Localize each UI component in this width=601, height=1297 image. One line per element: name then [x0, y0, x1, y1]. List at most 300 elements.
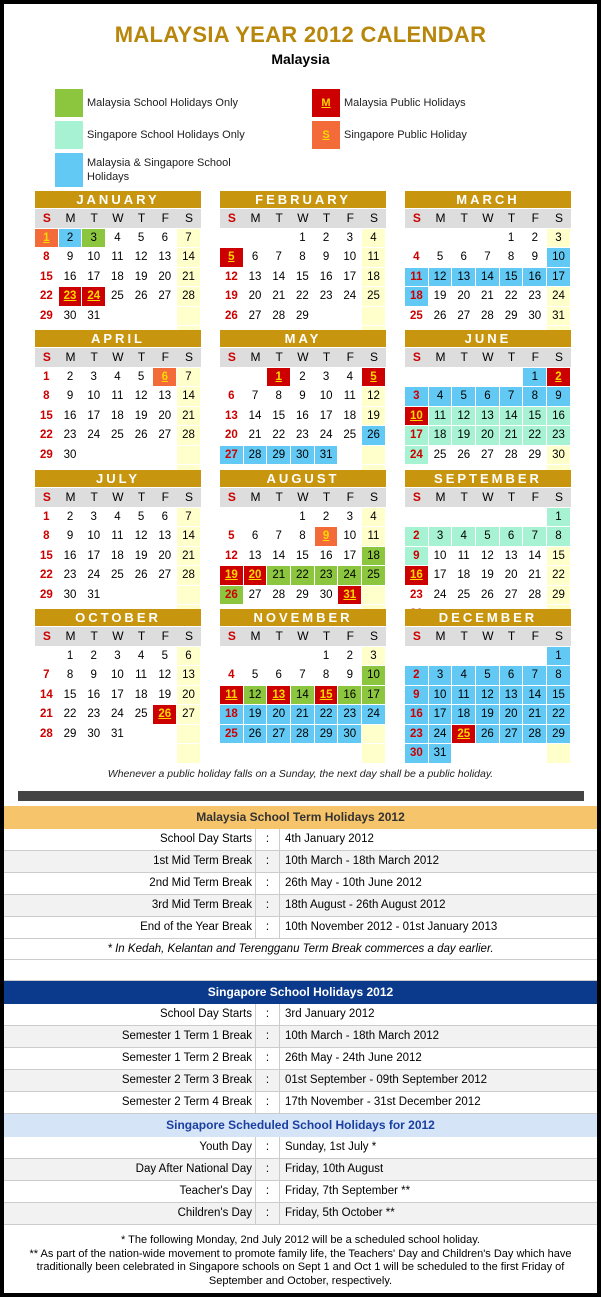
weekday-header: F [153, 488, 177, 507]
weekday-header: T [130, 627, 154, 646]
day-cell: 22 [39, 429, 53, 442]
day-cell: 18 [111, 270, 124, 283]
day-cell: 9 [322, 251, 330, 264]
weekday-header: T [267, 348, 291, 367]
day-cell: 9 [299, 390, 306, 403]
weekday-header: F [523, 488, 547, 507]
row-separator: : [256, 829, 280, 850]
weekday-header: S [547, 348, 571, 367]
day-cell: 12 [224, 549, 238, 562]
weekday-header: T [452, 627, 476, 646]
weekday-header: S [362, 488, 386, 507]
day-cell: 25 [134, 708, 148, 721]
weekday-header: T [267, 488, 291, 507]
row-separator: : [256, 1203, 280, 1224]
day-cell: 23 [296, 429, 309, 442]
weekday-header: W [106, 348, 130, 367]
row-separator: : [256, 1092, 280, 1113]
empty-cell [82, 744, 105, 763]
day-cell: 1 [547, 647, 570, 666]
table-row [4, 1159, 597, 1181]
day-cell: 10 [547, 248, 570, 267]
day-cell: 17 [111, 688, 124, 701]
day-cell: 26 [134, 569, 148, 582]
day-cell: 7 [43, 669, 50, 682]
day-cell: 1 [299, 510, 306, 523]
day-cell: 2 [405, 666, 428, 685]
day-cell: 6 [161, 231, 168, 244]
day-grid [405, 347, 571, 484]
day-cell: 20 [500, 705, 523, 724]
weekday-header: T [315, 627, 339, 646]
day-cell: 16 [547, 407, 570, 426]
day-cell: 6 [460, 251, 467, 264]
weekday-header: W [476, 209, 500, 228]
empty-cell [405, 508, 428, 527]
empty-cell [153, 725, 176, 744]
weekday-header: W [291, 209, 315, 228]
day-cell: 7 [523, 527, 546, 546]
day-cell: 5 [137, 231, 145, 244]
table-spacer [4, 960, 597, 981]
weekday-header: T [452, 348, 476, 367]
day-cell: 23 [315, 566, 338, 585]
empty-cell [153, 744, 176, 763]
day-cell: 2 [59, 229, 82, 248]
day-cell: 14 [177, 527, 200, 546]
day-cell: 24 [433, 588, 447, 601]
day-cell: 19 [134, 409, 148, 422]
day-cell: 24 [405, 446, 428, 465]
empty-cell [315, 744, 338, 763]
weekday-header: S [547, 627, 571, 646]
empty-cell [338, 446, 361, 465]
day-cell: 11 [362, 248, 385, 267]
empty-cell [523, 508, 546, 527]
month-name: NOVEMBER [220, 609, 386, 626]
empty-cell [130, 725, 153, 744]
calendar-page [4, 4, 597, 1293]
day-cell: 9 [315, 527, 338, 546]
day-cell: 6 [251, 530, 259, 543]
legend-label: Malaysia Public Holidays [344, 97, 466, 109]
day-cell: 1 [35, 229, 58, 248]
empty-cell [429, 229, 452, 248]
legend-label: Singapore School Holidays Only [87, 129, 245, 141]
day-cell: 12 [134, 251, 148, 264]
table-row [4, 1181, 597, 1203]
day-cell: 14 [523, 686, 546, 705]
day-cell: 19 [452, 426, 475, 445]
row-separator: : [256, 1048, 280, 1069]
weekday-header: T [267, 209, 291, 228]
day-cell: 28 [177, 287, 200, 306]
day-cell: 30 [547, 446, 570, 465]
day-cell: 7 [177, 368, 200, 387]
month-august [220, 470, 386, 624]
empty-cell [177, 744, 200, 763]
day-cell: 15 [547, 547, 570, 566]
row-separator: : [256, 1026, 280, 1047]
empty-cell [500, 368, 523, 387]
day-cell: 26 [244, 725, 267, 744]
day-cell: 4 [413, 251, 420, 264]
day-cell: 19 [134, 549, 148, 562]
day-cell: 30 [63, 309, 77, 322]
day-cell: 10 [433, 549, 447, 562]
month-march [405, 191, 571, 345]
day-cell: 18 [220, 705, 243, 724]
row-value: 26th May - 10th June 2012 [285, 877, 422, 889]
day-cell: 28 [244, 446, 267, 465]
empty-cell [244, 229, 267, 248]
weekday-header: W [291, 488, 315, 507]
month-september [405, 470, 571, 624]
day-cell: 22 [63, 708, 77, 721]
day-grid [405, 626, 571, 763]
weekday-header: T [82, 209, 106, 228]
day-cell: 11 [220, 686, 243, 705]
weekday-header: W [106, 488, 130, 507]
day-cell: 3 [114, 649, 121, 662]
day-cell: 26 [476, 725, 499, 744]
day-cell: 24 [343, 290, 357, 303]
empty-cell [476, 368, 499, 387]
month-name: FEBRUARY [220, 191, 386, 208]
day-cell: 10 [87, 530, 101, 543]
day-cell: 3 [547, 229, 570, 248]
day-cell: 30 [319, 588, 333, 601]
day-cell: 21 [291, 705, 314, 724]
empty-cell [244, 368, 267, 387]
month-april [35, 330, 201, 484]
row-value: Friday, 7th September ** [285, 1185, 411, 1197]
day-cell: 3 [362, 647, 385, 666]
day-cell: 25 [220, 725, 243, 744]
day-grid [220, 208, 386, 345]
day-cell: 11 [343, 390, 356, 403]
day-cell: 12 [244, 686, 267, 705]
day-cell: 18 [111, 549, 124, 562]
day-cell: 20 [457, 290, 471, 303]
day-cell: 16 [63, 549, 77, 562]
day-cell: 8 [547, 666, 570, 685]
table-row [4, 1004, 597, 1026]
month-november [220, 609, 386, 763]
day-cell: 1 [43, 370, 50, 383]
weekday-header: S [35, 627, 59, 646]
day-cell: 30 [87, 727, 101, 740]
day-cell: 13 [177, 666, 200, 685]
table-row [4, 1048, 597, 1070]
day-cell: 18 [405, 287, 428, 306]
row-separator: : [256, 1004, 280, 1025]
day-cell: 8 [299, 530, 306, 543]
month-name: SEPTEMBER [405, 470, 571, 487]
row-label: Semester 2 Term 3 Break [4, 1070, 256, 1091]
day-cell: 27 [457, 309, 471, 322]
weekday-header: S [220, 348, 244, 367]
row-value: Sunday, 1st July * [285, 1141, 377, 1153]
day-cell: 19 [362, 407, 385, 426]
day-cell: 8 [43, 251, 50, 264]
day-cell: 11 [362, 527, 385, 546]
day-cell: 6 [275, 669, 282, 682]
row-value: 10th March - 18th March 2012 [285, 855, 440, 867]
day-cell: 17 [429, 705, 452, 724]
row-value: 10th November 2012 - 01st January 2013 [285, 921, 498, 933]
table-row [4, 1070, 597, 1092]
day-cell: 29 [528, 448, 542, 461]
day-cell: 9 [531, 251, 538, 264]
empty-cell [452, 508, 475, 527]
row-separator: : [256, 895, 280, 916]
day-cell: 22 [39, 569, 53, 582]
day-cell: 2 [405, 527, 428, 546]
weekday-header: S [362, 209, 386, 228]
weekday-header: M [429, 627, 453, 646]
singapore-holidays-header: Singapore School Holidays 2012 [4, 981, 597, 1004]
weekday-header: S [362, 348, 386, 367]
empty-cell [362, 744, 385, 763]
day-cell: 28 [39, 727, 53, 740]
day-cell: 7 [275, 251, 282, 264]
day-cell: 8 [43, 390, 50, 403]
legend-label: Malaysia School Holidays Only [87, 97, 239, 109]
day-cell: 7 [500, 387, 523, 406]
day-cell: 14 [248, 409, 262, 422]
empty-cell [220, 368, 243, 387]
weekday-header: W [291, 348, 315, 367]
day-cell: 16 [405, 566, 428, 585]
day-cell: 8 [322, 669, 330, 682]
day-cell: 19 [244, 705, 267, 724]
day-cell: 10 [111, 669, 124, 682]
day-cell: 17 [87, 409, 101, 422]
day-cell: 2 [299, 370, 306, 383]
page-subtitle: Malaysia [271, 51, 330, 67]
day-cell: 5 [362, 368, 385, 387]
day-cell: 21 [267, 566, 290, 585]
day-cell: 25 [409, 309, 423, 322]
sunday-holiday-note: Whenever a public holiday falls on a Sunday, the next day shall be a public holiday. [107, 768, 494, 780]
day-cell: 20 [158, 409, 172, 422]
day-cell: 25 [362, 566, 385, 585]
weekday-header: T [452, 488, 476, 507]
singapore-holidays-rows [4, 1004, 597, 1114]
weekday-header: S [177, 348, 201, 367]
day-cell: 18 [111, 409, 124, 422]
weekday-header: S [405, 488, 429, 507]
day-cell: 3 [90, 370, 97, 383]
day-cell: 6 [251, 251, 259, 264]
day-cell: 13 [267, 686, 290, 705]
day-cell: 26 [153, 705, 176, 724]
day-cell: 14 [528, 549, 542, 562]
day-cell: 21 [39, 708, 53, 721]
weekday-header: S [547, 209, 571, 228]
day-cell: 22 [291, 566, 314, 585]
empty-cell [177, 446, 200, 465]
day-cell: 27 [177, 705, 200, 724]
day-cell: 5 [228, 530, 235, 543]
day-cell: 3 [346, 510, 353, 523]
day-cell: 31 [547, 307, 570, 326]
weekday-header: F [523, 627, 547, 646]
row-label: School Day Starts [4, 1004, 256, 1025]
day-cell: 21 [481, 290, 494, 303]
day-cell: 2 [66, 370, 74, 383]
day-cell: 15 [500, 268, 523, 287]
weekday-header: M [59, 488, 83, 507]
weekday-header: T [500, 209, 524, 228]
day-cell: 1 [299, 231, 306, 244]
weekday-header: W [476, 348, 500, 367]
row-separator: : [256, 873, 280, 894]
day-cell: 19 [220, 566, 243, 585]
weekday-header: T [500, 627, 524, 646]
empty-cell [405, 647, 428, 666]
day-cell: 13 [452, 268, 475, 287]
table-row [4, 895, 597, 917]
day-cell: 20 [504, 569, 518, 582]
day-cell: 12 [481, 549, 494, 562]
day-cell: 27 [220, 446, 243, 465]
day-cell: 11 [111, 251, 124, 264]
table-row [4, 1092, 597, 1114]
month-name: JULY [35, 470, 201, 487]
day-cell: 2 [531, 231, 538, 244]
day-cell: 6 [500, 666, 523, 685]
day-cell: 7 [177, 229, 200, 248]
day-cell: 15 [39, 270, 53, 283]
day-grid [35, 347, 201, 484]
day-cell: 30 [338, 725, 361, 744]
weekday-header: S [220, 627, 244, 646]
empty-cell [476, 647, 499, 666]
weekday-header: T [500, 488, 524, 507]
empty-cell [429, 508, 452, 527]
weekday-header: S [362, 627, 386, 646]
empty-cell [177, 586, 200, 605]
day-cell: 17 [343, 549, 357, 562]
day-cell: 30 [291, 446, 314, 465]
footnote-1: * The following Monday, 2nd July 2012 will be a scheduled school holiday. [121, 1234, 480, 1246]
month-name: JUNE [405, 330, 571, 347]
day-cell: 26 [433, 309, 447, 322]
day-cell: 2 [90, 649, 97, 662]
day-cell: 6 [476, 387, 499, 406]
legend-item-malaysia-public [312, 89, 466, 117]
table-row [4, 851, 597, 873]
table-row [4, 1026, 597, 1048]
empty-cell [220, 508, 243, 527]
day-cell: 10 [319, 390, 333, 403]
empty-cell [405, 229, 428, 248]
day-cell: 29 [39, 448, 53, 461]
singapore-scheduled-rows [4, 1137, 597, 1225]
row-separator: : [256, 1159, 280, 1180]
day-cell: 14 [500, 407, 523, 426]
day-cell: 10 [405, 407, 428, 426]
month-february [220, 191, 386, 345]
day-cell: 29 [315, 725, 338, 744]
row-separator: : [256, 1137, 280, 1158]
empty-cell [106, 744, 129, 763]
empty-cell [59, 744, 82, 763]
day-cell: 9 [405, 686, 428, 705]
legend-swatch [55, 121, 83, 149]
row-value: Friday, 10th August [285, 1163, 384, 1175]
day-cell: 16 [405, 705, 428, 724]
weekday-header: F [338, 348, 362, 367]
day-cell: 5 [251, 669, 259, 682]
empty-cell [362, 307, 385, 326]
weekday-header: W [291, 627, 315, 646]
day-cell: 4 [114, 231, 121, 244]
day-cell: 25 [457, 588, 471, 601]
day-cell: 7 [275, 530, 282, 543]
day-cell: 4 [114, 510, 121, 523]
day-cell: 5 [476, 666, 499, 685]
weekday-header: T [82, 348, 106, 367]
day-cell: 21 [177, 407, 200, 426]
day-cell: 20 [244, 566, 267, 585]
month-december [405, 609, 571, 763]
empty-cell [362, 446, 385, 465]
day-cell: 26 [457, 448, 471, 461]
day-cell: 24 [319, 429, 333, 442]
day-cell: 23 [528, 290, 542, 303]
legend-item-singapore-school [55, 121, 245, 149]
day-cell: 25 [111, 429, 124, 442]
row-label: 3rd Mid Term Break [4, 895, 256, 916]
empty-cell [338, 307, 361, 326]
day-cell: 18 [343, 409, 357, 422]
day-cell: 22 [315, 705, 338, 724]
day-cell: 4 [452, 527, 475, 546]
weekday-header: F [153, 627, 177, 646]
day-cell: 28 [481, 309, 494, 322]
row-separator: : [256, 917, 280, 938]
legend-swatch [55, 153, 83, 187]
day-cell: 5 [137, 370, 145, 383]
day-cell: 19 [224, 290, 238, 303]
month-january [35, 191, 201, 345]
day-cell: 3 [82, 229, 105, 248]
empty-cell [267, 647, 290, 666]
empty-cell [267, 744, 290, 763]
empty-cell [220, 647, 243, 666]
day-cell: 1 [523, 368, 546, 387]
day-cell: 1 [267, 368, 290, 387]
day-cell: 21 [248, 429, 262, 442]
day-cell: 16 [63, 409, 77, 422]
weekday-header: W [106, 627, 130, 646]
empty-cell [220, 744, 243, 763]
empty-cell [153, 586, 176, 605]
day-cell: 10 [343, 530, 357, 543]
day-cell: 10 [429, 686, 452, 705]
day-cell: 27 [248, 309, 262, 322]
row-value: 3rd January 2012 [285, 1008, 375, 1020]
day-cell: 23 [319, 290, 333, 303]
day-cell: 18 [457, 569, 471, 582]
table-row [4, 1203, 597, 1225]
day-cell: 26 [362, 426, 385, 445]
empty-cell [452, 368, 475, 387]
day-cell: 3 [322, 370, 330, 383]
